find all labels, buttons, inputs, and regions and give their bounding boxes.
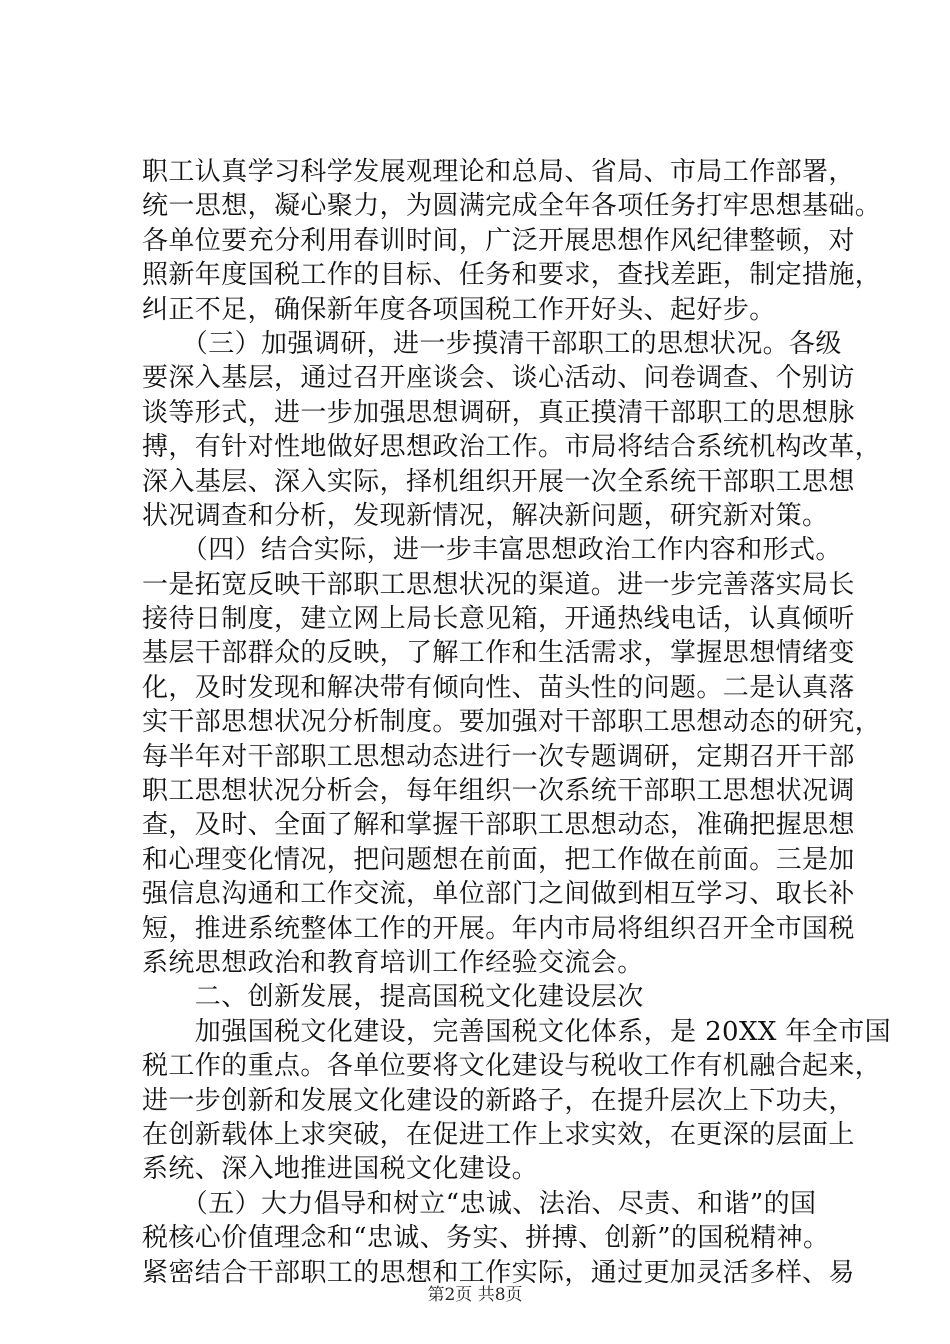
text-line: 统一思想，凝心聚力，为圆满完成全年各项任务打牢思想基础。 bbox=[142, 191, 882, 222]
text-line: 职工思想状况分析会，每年组织一次系统干部职工思想状况调 bbox=[142, 776, 855, 807]
text-line: 实干部思想状况分析制度。要加强对干部职工思想动态的研究， bbox=[142, 707, 882, 738]
text-line: 强信息沟通和工作交流，单位部门之间做到相互学习、取长补 bbox=[142, 879, 855, 910]
page-number-footer: 第2页 共8页 bbox=[427, 1285, 523, 1305]
text-line: 税工作的重点。各单位要将文化建设与税收工作有机融合起来， bbox=[142, 1051, 882, 1082]
text-line: 每半年对干部职工思想动态进行一次专题调研，定期召开干部 bbox=[142, 741, 855, 772]
text-line: 基层干部群众的反映，了解工作和生活需求，掌握思想情绪变 bbox=[142, 638, 855, 669]
text-line: 进一步创新和发展文化建设的新路子，在提升层次上下功夫， bbox=[142, 1085, 855, 1116]
text-line: 加强国税文化建设，完善国税文化体系，是 20XX 年全市国 bbox=[142, 1016, 892, 1047]
text-line: 要深入基层，通过召开座谈会、谈心活动、问卷调查、个别访 bbox=[142, 363, 855, 394]
text-line: （五）大力倡导和树立“忠诚、法治、尽责、和谐”的国 bbox=[142, 1188, 817, 1219]
text-line: 紧密结合干部职工的思想和工作实际，通过更加灵活多样、易 bbox=[142, 1257, 855, 1288]
text-line: （四）结合实际，进一步丰富思想政治工作内容和形式。 bbox=[142, 535, 842, 566]
text-line: 在创新载体上求突破，在促进工作上求实效，在更深的层面上 bbox=[142, 1119, 855, 1150]
text-line: 谈等形式，进一步加强思想调研，真正摸清干部职工的思想脉 bbox=[142, 397, 855, 428]
text-line: 各单位要充分利用春训时间，广泛开展思想作风纪律整顿，对 bbox=[142, 225, 855, 256]
document-body bbox=[142, 155, 892, 1290]
text-line: 税核心价值理念和“忠诚、务实、拼搏、创新”的国税精神。 bbox=[142, 1223, 830, 1254]
text-line: 短，推进系统整体工作的开展。年内市局将组织召开全市国税 bbox=[142, 913, 855, 944]
text-line: 系统、深入地推进国税文化建设。 bbox=[142, 1154, 539, 1185]
text-line: 一是拓宽反映干部职工思想状况的渠道。进一步完善落实局长 bbox=[142, 569, 855, 600]
text-line: 纠正不足，确保新年度各项国税工作开好头、起好步。 bbox=[142, 294, 776, 325]
text-line: 系统思想政治和教育培训工作经验交流会。 bbox=[142, 947, 644, 978]
text-line: 职工认真学习科学发展观理论和总局、省局、市局工作部署， bbox=[142, 157, 855, 187]
text-line: 搏，有针对性地做好思想政治工作。市局将结合系统机构改革， bbox=[142, 432, 882, 463]
section-heading: 二、创新发展，提高国税文化建设层次 bbox=[142, 982, 644, 1013]
text-line: 状况调查和分析，发现新情况，解决新问题，研究新对策。 bbox=[142, 500, 829, 531]
text-line: 接待日制度，建立网上局长意见箱，开通热线电话，认真倾听 bbox=[142, 604, 855, 635]
text-line: 和心理变化情况，把问题想在前面，把工作做在前面。三是加 bbox=[142, 844, 855, 875]
text-line: 照新年度国税工作的目标、任务和要求，查找差距，制定措施， bbox=[142, 260, 882, 291]
text-line: 化，及时发现和解决带有倾向性、苗头性的问题。二是认真落 bbox=[142, 672, 855, 703]
text-line: （三）加强调研，进一步摸清干部职工的思想状况。各级 bbox=[142, 328, 842, 359]
text-line: 查，及时、全面了解和掌握干部职工思想动态，准确把握思想 bbox=[142, 810, 855, 841]
text-line: 深入基层、深入实际，择机组织开展一次全系统干部职工思想 bbox=[142, 466, 855, 497]
